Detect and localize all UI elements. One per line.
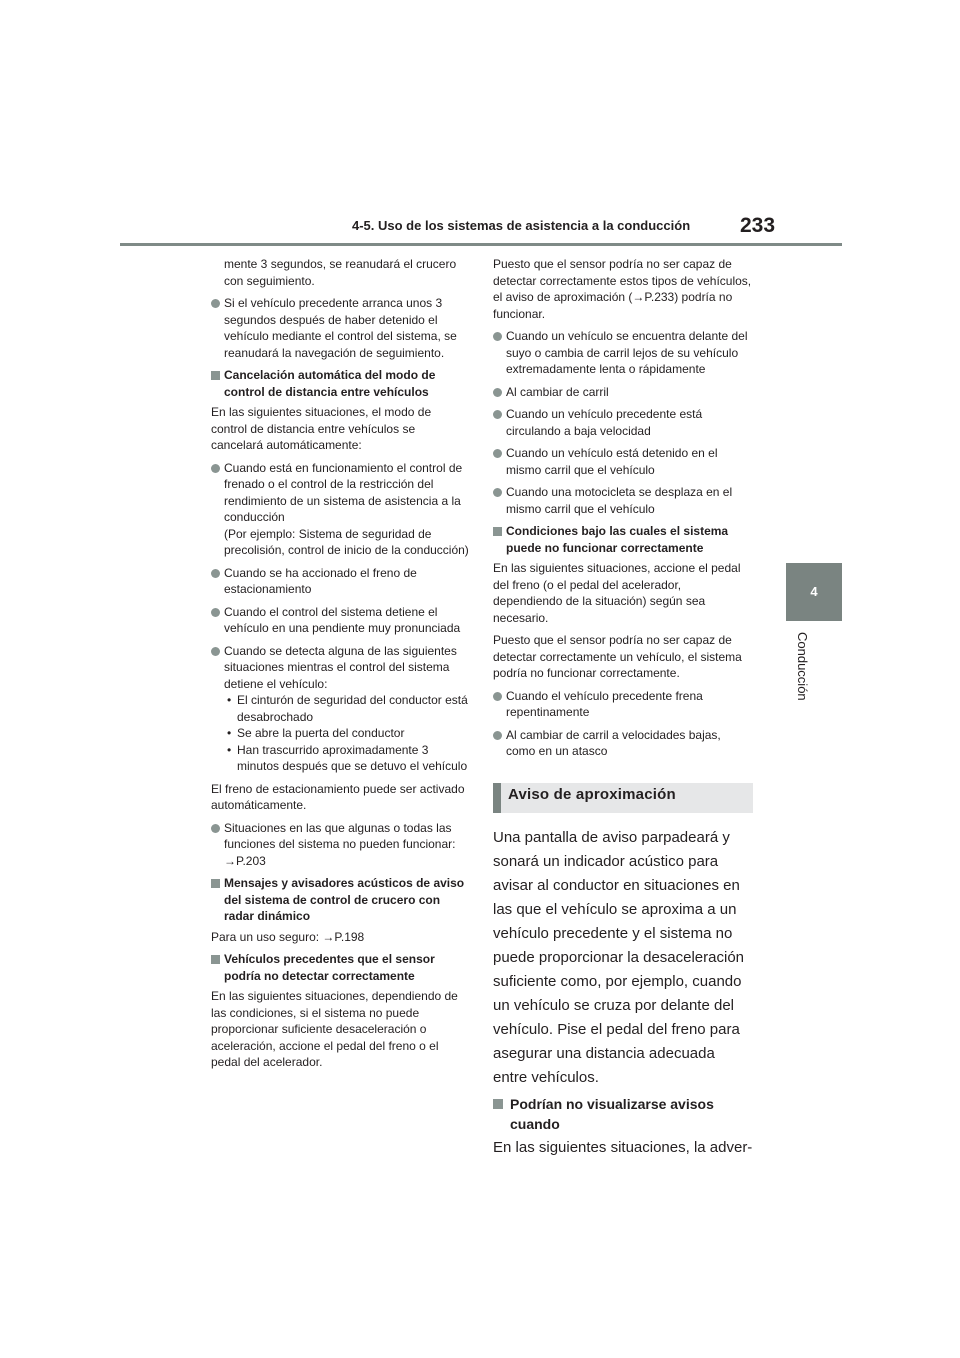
left-column [211,256,469,1077]
list-item: Cuando un vehículo se encuentra delante del suyo o cambia de carril lejos de su vehículo extremadamente lenta o rápidamente [493,328,753,378]
paragraph: En las siguientes situaciones, el modo de control de distancia entre vehículos se cancelará automáticamente: [211,405,432,452]
sub-list-item: • El cinturón de seguridad del conductor está desabrochado [227,693,468,724]
paragraph: En las siguientes situaciones, la adver- [493,1138,753,1156]
bullet-icon [211,647,220,656]
list-item: Cuando un vehículo precedente está circulando a baja velocidad [493,406,753,439]
paragraph: En las siguientes situaciones, dependiendo de las condiciones, si el sistema no puede proporcionar suficiente desaceleración o aceleración, accione el pedal del freno o el pedal del acelerador. [211,989,458,1069]
list-item: Cuando el vehículo precedente frena repentinamente [493,688,753,721]
bullet-icon [211,464,220,473]
paragraph: En las siguientes situaciones, accione el pedal del freno (o el pedal del acelerador, dependiendo de la situación) según sea necesario. [493,561,741,625]
bullet-icon [493,692,502,701]
list-item: Si el vehículo precedente arranca unos 3 segundos después de haber detenido el vehículo mediante el control del sistema, se reanudará la navegación de seguimiento. [211,295,469,361]
bullet-icon [493,731,502,740]
list-item: Situaciones en las que algunas o todas las funciones del sistema no pueden funcionar: →P.203 [211,820,469,870]
sub-list-item: • Han trascurrido aproximadamente 3 minutos después que se detuvo el vehículo [227,742,468,773]
paragraph: (Por ejemplo: Sistema de seguridad de precolisión, control de inicio de la conducción) [224,526,469,557]
square-bullet-icon [211,879,220,888]
right-column [493,256,753,1164]
square-bullet-icon [211,955,220,964]
bullet-icon [493,332,502,341]
bullet-icon [493,449,502,458]
chapter-tab[interactable]: 4 [786,563,842,621]
square-bullet-icon [211,371,220,380]
paragraph: mente 3 segundos, se reanudará el crucero con seguimiento. [224,257,457,288]
paragraph: Una pantalla de aviso parpadeará y sonará un indicador acústico para avisar al conductor en situaciones en las que el vehículo se aproxima a un vehículo precedente y el sistema no puede proporcionar la desaceleración suficiente como, por ejemplo, cuando un vehículo se cruza por delante del vehículo. Pise el pedal del freno para asegurar una distancia adecuada entre vehículos. [493,828,745,1086]
bullet-icon [493,388,502,397]
list-item: Cuando el control del sistema detiene el vehículo en una pendiente muy pronunciada [211,604,469,637]
section-heading: Vehículos precedentes que el sensor podría no detectar correctamente [211,951,469,984]
paragraph: El freno de estacionamiento puede ser activado automáticamente. [211,781,465,812]
bullet-icon [493,488,502,497]
section-header: 4-5. Uso de los sistemas de asistencia a la conducción [352,218,691,233]
section-heading: Cancelación automática del modo de control de distancia entre vehículos [211,367,469,400]
paragraph: Para un uso seguro: →P.198 [211,929,365,944]
square-bullet-icon [493,527,502,536]
bullet-icon [493,410,502,419]
list-item: Cuando se detecta alguna de las siguientes situaciones mientras el control del sistema detiene el vehículo: [211,643,469,693]
paragraph: Puesto que el sensor podría no ser capaz de detectar correctamente estos tipos de vehículos, el aviso de aproximación (→P.233) podría no funcionar. [493,257,752,321]
list-item: Al cambiar de carril a velocidades bajas, como en un atasco [493,727,753,760]
bullet-icon [211,299,220,308]
bullet-icon [211,824,220,833]
header-rule [120,243,842,246]
section-title: Aviso de aproximación [508,785,676,803]
list-item: Cuando está en funcionamiento el control de frenado o el control de la restricción del rendimiento de un sistema de asistencia a la conducción [211,460,469,526]
section-heading: Mensajes y avisadores acústicos de aviso del sistema de control de crucero con radar dinámico [211,875,469,925]
section-heading: Condiciones bajo las cuales el sistema puede no funcionar correctamente [493,523,753,556]
paragraph: Puesto que el sensor podría no ser capaz de detectar correctamente un vehículo, el sistema podría no funcionar correctamente. [493,633,742,680]
bullet-icon [211,608,220,617]
square-bullet-icon [493,1099,503,1109]
sub-list-item: • Se abre la puerta del conductor [227,726,405,740]
section-title-box [493,783,753,813]
bullet-icon [211,569,220,578]
section-heading: Podrían no visualizarse avisos cuando [493,1094,753,1134]
chapter-tab-label: Conducción [795,632,810,701]
list-item: Cuando una motocicleta se desplaza en el mismo carril que el vehículo [493,484,753,517]
list-item: Cuando se ha accionado el freno de estacionamiento [211,565,469,598]
page-number: 233 [740,214,776,237]
list-item: Al cambiar de carril [493,384,753,401]
list-item: Cuando un vehículo está detenido en el mismo carril que el vehículo [493,445,753,478]
